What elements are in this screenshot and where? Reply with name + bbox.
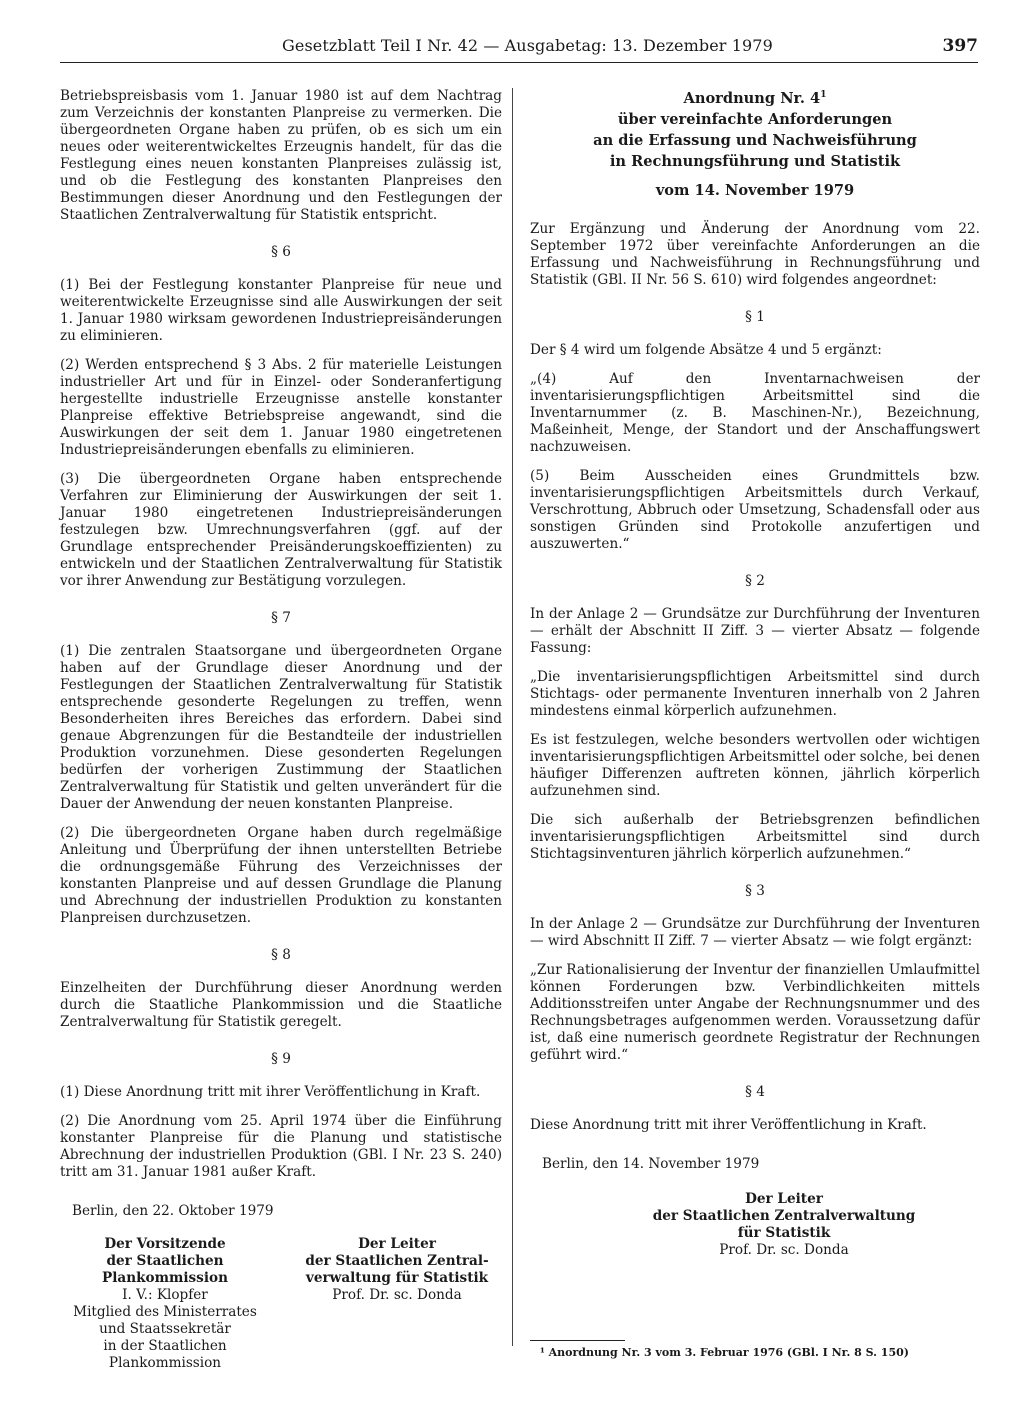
- signature-line: in der Staatlichen: [103, 1338, 227, 1354]
- signature-line: Plankommission: [102, 1270, 228, 1286]
- paragraph: (1) Diese Anordnung tritt mit ihrer Veröffentlichung in Kraft.: [60, 1084, 481, 1100]
- paragraph: (1) Die zentralen Staatsorgane und übergeordneten Organe haben auf der Grundlage dieser Anordnung und der Festlegungen der Staatlichen Zentralverwaltung für Statistik entsprechende gesonderte Regelungen zu treffen, wenn Besonderheiten ihres Bereiches das erfordern. Dabei sind genaue Abgrenzungen für die Bestandteile der industriellen Produktion vorzunehmen. Diese gesonderten Regelungen bedürfen der vorherigen Zustimmung der Staatlichen Zentralverwaltung für Statistik und gelten unverändert für die Dauer der Anwendung der neuen konstanten Planpreise.: [60, 643, 502, 812]
- section-heading-9: § 9: [271, 1051, 291, 1067]
- paragraph: In der Anlage 2 — Grundsätze zur Durchführung der Inventuren — erhält der Abschnitt II Ziff. 3 — vierter Absatz — folgende Fassung:: [530, 606, 980, 656]
- signature-line: Der Leiter: [358, 1236, 436, 1252]
- paragraph: (2) Die übergeordneten Organe haben durch regelmäßige Anleitung und Überprüfung der ihnen unterstellten Betriebe die ordnungsgemäße Führung des Verzeichnisses der konstanten Planpreise und auf dessen Grundlage die Planung und Abrechnung der industriellen Produktion zu konstanten Planpreisen durchzusetzen.: [60, 825, 502, 926]
- footnote: ¹ Anordnung Nr. 3 vom 3. Februar 1976 (GBl. I Nr. 8 S. 150): [540, 1346, 909, 1359]
- footnote-rule: [530, 1340, 625, 1341]
- paragraph: Einzelheiten der Durchführung dieser Anordnung werden durch die Staatliche Plankommission und die Staatliche Zentralverwaltung für Statistik geregelt.: [60, 980, 502, 1030]
- signature-line: Prof. Dr. sc. Donda: [719, 1242, 849, 1258]
- section-heading-7: § 7: [271, 610, 291, 626]
- signature-line: und Staatssekretär: [99, 1321, 231, 1337]
- paragraph: Der § 4 wird um folgende Absätze 4 und 5 ergänzt:: [530, 342, 882, 358]
- section-heading-1: § 1: [745, 309, 765, 325]
- signature-line: Mitglied des Ministerrates: [73, 1304, 257, 1320]
- title-line: in Rechnungsführung und Statistik: [609, 153, 901, 170]
- signature-line: Prof. Dr. sc. Donda: [332, 1287, 462, 1303]
- title-text: Anordnung Nr. 4: [683, 90, 821, 107]
- section-heading-4: § 4: [745, 1084, 765, 1100]
- place-date: Berlin, den 14. November 1979: [542, 1156, 760, 1172]
- section-heading-8: § 8: [271, 947, 291, 963]
- paragraph: (3) Die übergeordneten Organe haben entsprechende Verfahren zur Eliminierung der Auswirkungen der seit 1. Januar 1980 eingetretenen Industriepreisänderungen festzulegen bzw. Umrechnungsverfahren (ggf. auf der Grundlage entsprechender Preisänderungskoeffizienten) zu entwickeln und der Staatlichen Zentralverwaltung für Statistik vor ihrer Anwendung zur Bestätigung vorzulegen.: [60, 471, 502, 589]
- signature-line: für Statistik: [737, 1225, 831, 1241]
- signature-line: der Staatlichen Zentral-: [305, 1253, 489, 1269]
- title-line: an die Erfassung und Nachweisführung: [593, 132, 917, 149]
- paragraph: (2) Die Anordnung vom 25. April 1974 über die Einführung konstanter Planpreise für die Planung und statistische Abrechnung der industriellen Produktion (GBl. I Nr. 23 S. 240) tritt am 31. Januar 1981 außer Kraft.: [60, 1113, 502, 1180]
- paragraph: „(4) Auf den Inventarnachweisen der inventarisierungspflichtigen Arbeitsmittel sind die Inventarnummer (z. B. Maschinen-Nr.), Bezeichnung, Maßeinheit, Menge, der Standort und der Anschaffungswert nachzuweisen.: [530, 371, 980, 455]
- paragraph: Diese Anordnung tritt mit ihrer Veröffentlichung in Kraft.: [530, 1117, 927, 1133]
- title-line: [530, 88, 980, 109]
- header-title: Gesetzblatt Teil I Nr. 42 — Ausgabetag: 13. Dezember 1979: [282, 36, 773, 55]
- header-rule: [60, 62, 978, 63]
- section-heading-6: § 6: [271, 244, 291, 260]
- signature-line: der Staatlichen Zentralverwaltung: [652, 1208, 916, 1224]
- signature-line: verwaltung für Statistik: [305, 1270, 489, 1286]
- paragraph: Es ist festzulegen, welche besonders wertvollen oder wichtigen inventarisierungspflichtigen Arbeitsmittel oder solche, bei denen häufiger Differenzen auftreten können, jährlich körperlich aufzunehmen sind.: [530, 732, 980, 799]
- section-heading-2: § 2: [745, 573, 765, 589]
- right-column: [530, 88, 980, 1259]
- left-column: [60, 88, 502, 1372]
- paragraph: Betriebspreisbasis vom 1. Januar 1980 ist auf dem Nachtrag zum Verzeichnis der konstanten Planpreise zu vermerken. Die übergeordneten Organe haben zu prüfen, ob es sich um ein neues oder weiterentwickeltes Erzeugnis handelt, für das die Festlegung eines neuen konstanten Planpreises zulässig ist, und ob die Festlegung des konstanten Planpreises den Bestimmungen dieser Anordnung und den Festlegungen der Staatlichen Zentralverwaltung für Statistik entspricht.: [60, 88, 502, 223]
- document-title: [530, 88, 980, 172]
- paragraph: (5) Beim Ausscheiden eines Grundmittels bzw. inventarisierungspflichtigen Arbeitsmittels durch Verkauf, Verschrottung, Abbruch oder Umsetzung, Schadensfall oder aus sonstigen Gründen sind Protokolle anzufertigen und auszuwerten.“: [530, 468, 980, 552]
- paragraph: „Die inventarisierungspflichtigen Arbeitsmittel sind durch Stichtags- oder permanente Inventuren innerhalb von 2 Jahren mindestens einmal körperlich aufzunehmen.: [530, 669, 980, 719]
- signature-block-plankommission: [60, 1236, 270, 1372]
- signature-line: Der Vorsitzende: [104, 1236, 226, 1252]
- signature-line: Der Leiter: [745, 1191, 823, 1207]
- paragraph: In der Anlage 2 — Grundsätze zur Durchführung der Inventuren — wird Abschnitt II Ziff. 7 — vierter Absatz — wie folgt ergänzt:: [530, 916, 980, 949]
- paragraph: (1) Bei der Festlegung konstanter Planpreise für neue und weiterentwickelte Erzeugnisse sind alle Auswirkungen der seit 1. Januar 1980 wirksam gewordenen Industriepreisänderungen zu eliminieren.: [60, 277, 502, 344]
- signature-block-statistik: [634, 1191, 934, 1259]
- signature-row: [60, 1236, 502, 1372]
- section-heading-3: § 3: [745, 883, 765, 899]
- signature-line: der Staatlichen: [106, 1253, 224, 1269]
- paragraph: „Zur Rationalisierung der Inventur der finanziellen Umlaufmittel können Forderungen bzw. Verbindlichkeiten mittels Additionsstreifen unter Angabe der Rechnungsnummer und des Rechnungsbetrages aufgenommen werden. Voraussetzung dafür ist, daß eine numerisch geordnete Registratur der Rechnungen geführt wird.“: [530, 962, 980, 1063]
- column-divider: [512, 88, 513, 1346]
- page-number: 397: [942, 36, 978, 56]
- paragraph: (2) Werden entsprechend § 3 Abs. 2 für materielle Leistungen industrieller Art und für in Einzel- oder Sonderanfertigung hergestellte industrielle Erzeugnisse anstelle konstanter Planpreise effektive Betriebspreise angewandt, sind die Auswirkungen der seit dem 1. Januar 1980 eingetretenen Industriepreisänderungen ebenfalls zu eliminieren.: [60, 357, 502, 458]
- signature-line: Plankommission: [108, 1355, 222, 1371]
- page-header: [60, 36, 978, 60]
- footnote-marker: 1: [820, 90, 827, 101]
- signature-line: I. V.: Klopfer: [122, 1287, 208, 1303]
- paragraph: Zur Ergänzung und Änderung der Anordnung vom 22. September 1972 über vereinfachte Anforderungen an die Erfassung und Nachweisführung in Rechnungsführung und Statistik (GBl. II Nr. 56 S. 610) wird folgendes angeordnet:: [530, 221, 980, 288]
- title-line: über vereinfachte Anforderungen: [617, 111, 893, 128]
- paragraph: Die sich außerhalb der Betriebsgrenzen befindlichen inventarisierungspflichtigen Arbeitsmittel sind durch Stichtagsinventuren jährlich körperlich aufzunehmen.“: [530, 812, 980, 862]
- signature-block-statistik: [292, 1236, 502, 1372]
- document-date: vom 14. November 1979: [655, 182, 855, 199]
- place-date: Berlin, den 22. Oktober 1979: [72, 1203, 274, 1219]
